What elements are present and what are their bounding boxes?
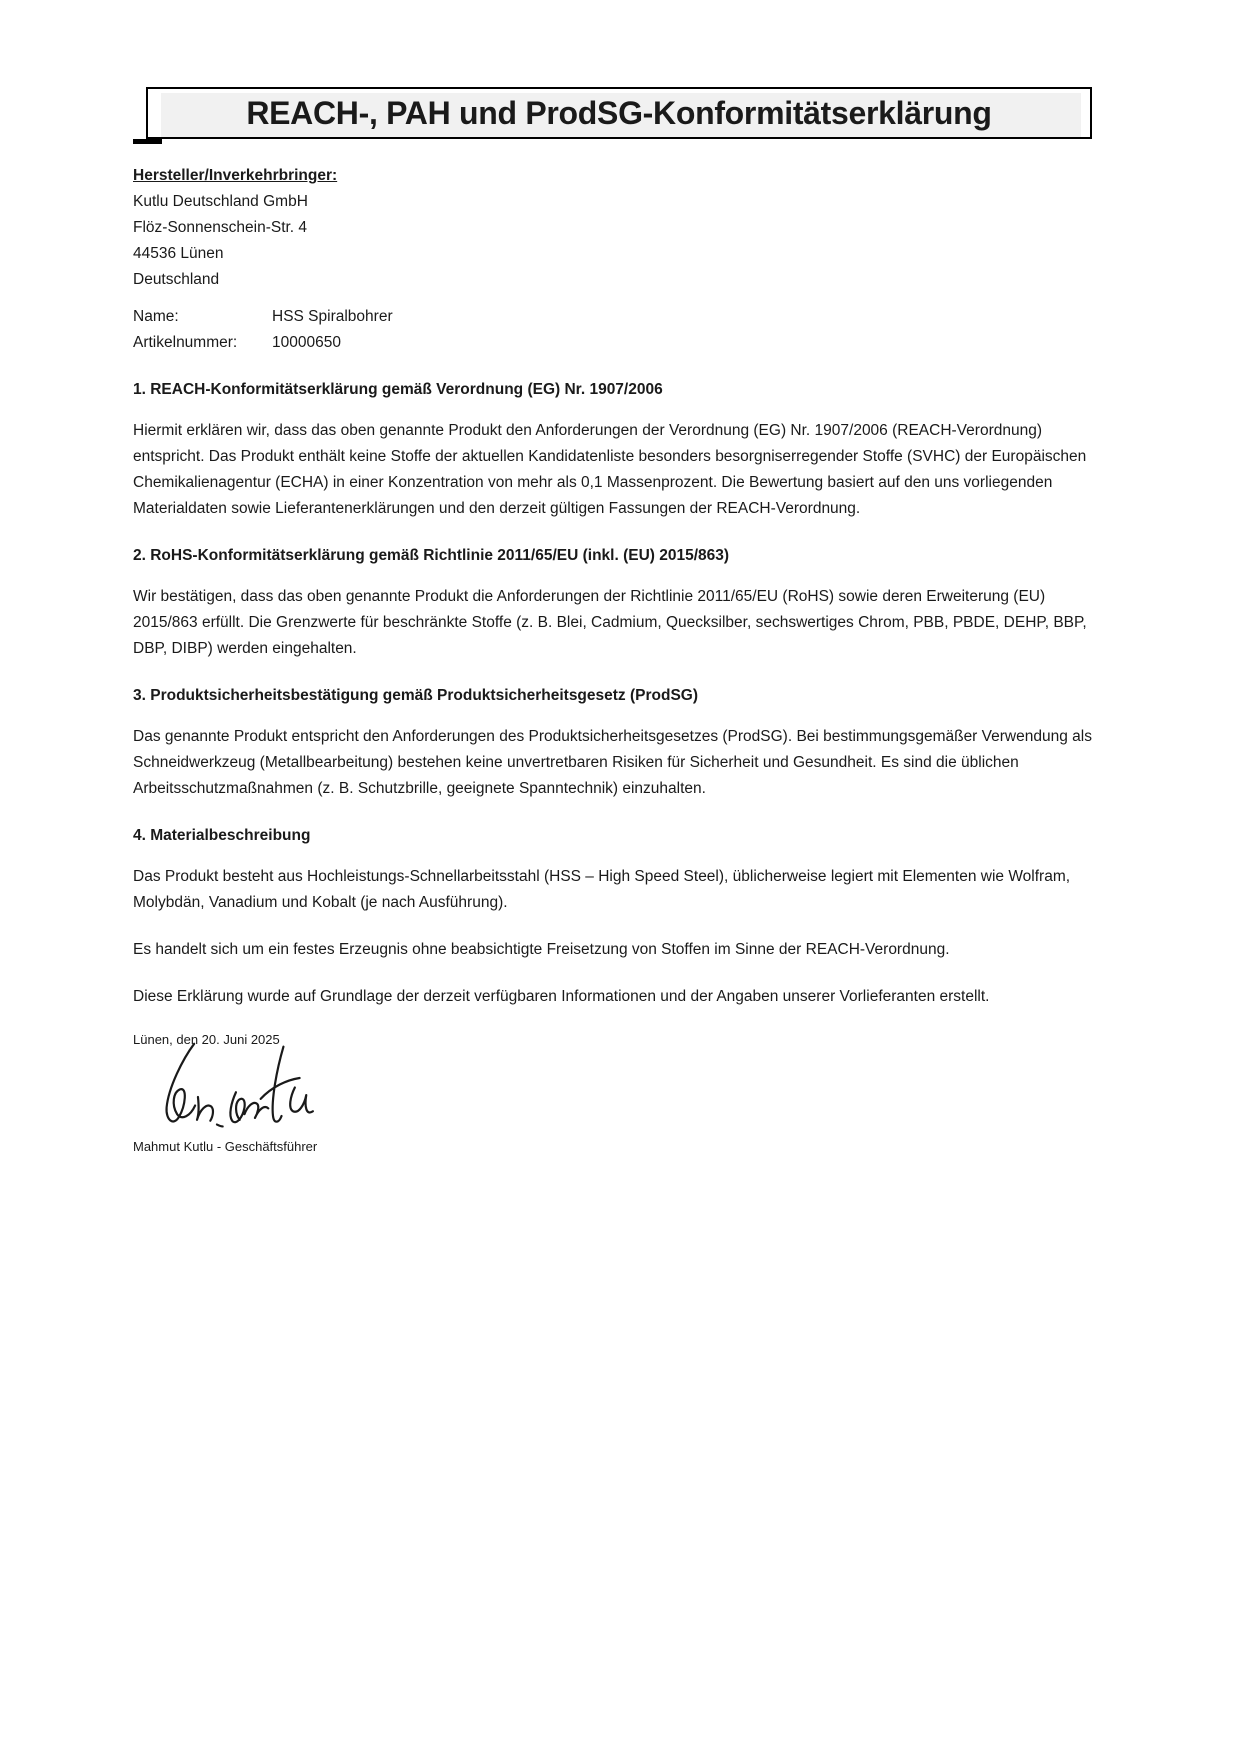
closing-paragraph-basis: Diese Erklärung wurde auf Grundlage der derzeit verfügbaren Informationen und der Angaben unserer Vorlieferanten erstellt. — [133, 988, 990, 1005]
manufacturer-city: 44536 Lünen — [133, 245, 224, 262]
place-date: Lünen, den 20. Juni 2025 — [133, 1032, 280, 1047]
closing-paragraph-solid-article: Es handelt sich um ein festes Erzeugnis ohne beabsichtigte Freisetzung von Stoffen im Sinne der REACH-Verordnung. — [133, 941, 950, 958]
signature-stroke — [197, 1097, 213, 1121]
section-material-heading: 4. Materialbeschreibung — [133, 827, 311, 844]
section-prodsg-body: Das genannte Produkt entspricht den Anforderungen des Produktsicherheitsgesetzes (ProdSG). Bei bestimmungsgemäßer Verwendung als Schneidwerkzeug (Metallbearbeitung) bestehen keine unvertretbaren Risiken für Sicherheit und Gesundheit. Es sind die üblichen Arbeitsschutzmaßnahmen (z. B. Schutzbrille, geeignete Spanntechnik) einzuhalten. — [133, 728, 1092, 797]
manufacturer-street: Flöz-Sonnenschein-Str. 4 — [133, 219, 308, 236]
section-prodsg — [133, 683, 1111, 802]
signature-stroke — [167, 1044, 196, 1122]
section-reach-heading: 1. REACH-Konformitätserklärung gemäß Verordnung (EG) Nr. 1907/2006 — [133, 381, 663, 398]
section-rohs-body: Wir bestätigen, dass das oben genannte Produkt die Anforderungen der Richtlinie 2011/65/EU (RoHS) sowie deren Erweiterung (EU) 2015/863 erfüllt. Die Grenzwerte für beschränkte Stoffe (z. B. Blei, Cadmium, Quecksilber, sechswertiges Chrom, PBB, PBDE, DEHP, BBP, DBP, DIBP) werden eingehalten. — [133, 588, 1087, 657]
section-rohs-heading: 2. RoHS-Konformitätserklärung gemäß Richtlinie 2011/65/EU (inkl. (EU) 2015/863) — [133, 547, 730, 564]
manufacturer-block — [133, 163, 1111, 293]
signature-stroke — [230, 1092, 244, 1122]
product-article-label: Artikelnummer: — [133, 334, 238, 351]
signature-block — [133, 1031, 1111, 1155]
document-title: REACH-, PAH und ProdSG-Konformitätserklärung — [246, 94, 992, 131]
product-article-value: 10000650 — [272, 334, 341, 351]
section-material-body: Das Produkt besteht aus Hochleistungs-Schnellarbeitsstahl (HSS – High Speed Steel), üblicherweise legiert mit Elementen wie Wolfram, Molybdän, Vanadium und Kobalt (je nach Ausführung). — [133, 868, 1071, 911]
title-shadow-corner — [133, 139, 162, 144]
product-name-label: Name: — [133, 308, 179, 325]
product-name-row — [133, 304, 1111, 330]
title-box — [146, 87, 1092, 139]
product-article-row — [133, 330, 1111, 356]
product-block — [133, 304, 1111, 356]
section-reach — [133, 377, 1111, 522]
signer-name: Mahmut Kutlu - Geschäftsführer — [133, 1139, 318, 1154]
manufacturer-company: Kutlu Deutschland GmbH — [133, 193, 308, 210]
section-prodsg-heading: 3. Produktsicherheitsbestätigung gemäß Produktsicherheitsgesetz (ProdSG) — [133, 687, 699, 704]
signature-stroke — [245, 1103, 269, 1118]
manufacturer-country: Deutschland — [133, 271, 220, 288]
section-rohs — [133, 543, 1111, 662]
manufacturer-heading: Hersteller/Inverkehrbringer: — [133, 167, 338, 184]
signature-stroke — [290, 1088, 313, 1113]
section-material — [133, 823, 1111, 916]
signature-stroke — [217, 1125, 223, 1127]
closing-block — [133, 937, 1111, 1010]
section-reach-body: Hiermit erklären wir, dass das oben genannte Produkt den Anforderungen der Verordnung (EG) Nr. 1907/2006 (REACH-Verordnung) entspricht. Das Produkt enthält keine Stoffe der aktuellen Kandidatenliste besonders besorgniserregender Stoffe (SVHC) der Europäischen Chemikalienagentur (ECHA) in einer Konzentration von mehr als 0,1 Massenprozent. Die Bewertung basiert auf den uns vorliegenden Materialdaten sowie Lieferantenerklärungen und den derzeit gültigen Fassungen der REACH-Verordnung. — [133, 422, 1087, 517]
product-name-value: HSS Spiralbohrer — [272, 308, 393, 325]
signature-image — [150, 1040, 320, 1135]
